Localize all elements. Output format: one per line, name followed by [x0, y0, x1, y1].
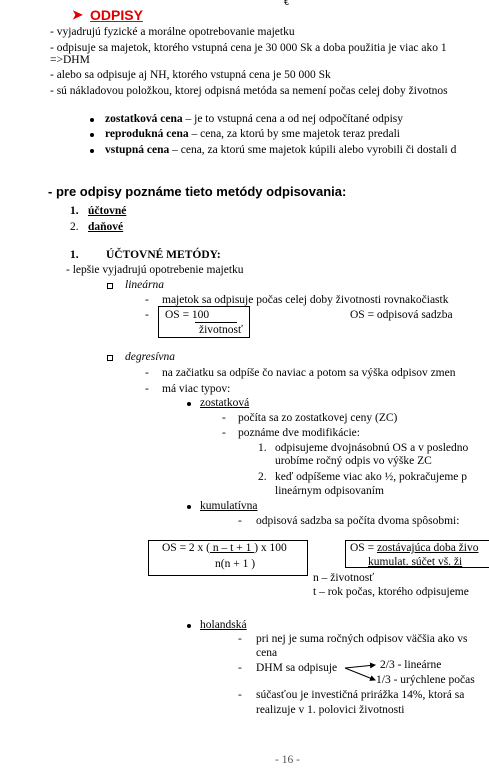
cumulative-formula-numerator: OS = 2 x ( n – t + 1 ) x 100 — [162, 542, 287, 554]
residual-label: zostatková — [200, 397, 250, 409]
os-definition: OS = odpisová sadzba — [350, 309, 453, 321]
residual-line: poznáme dve modifikácie: — [238, 427, 360, 439]
modification-item: urobíme ročný odpis vo výške ZC — [275, 455, 432, 467]
price-definition: reprodukná cena – cena, za ktorú by sme majetok teraz predali — [105, 128, 400, 140]
method-item: daňové — [88, 221, 124, 233]
dutch-line: realizuje v 1. polovici životnosti — [256, 704, 405, 716]
degressive-label: degresívna — [125, 351, 176, 363]
method-number: 2. — [70, 221, 79, 233]
dutch-line: pri nej je suma ročných odpisov väčšia ako vs — [256, 633, 468, 645]
cumulative-formula-denominator: n(n + 1 ) — [215, 558, 256, 570]
title-arrow-icon: ➤ — [72, 7, 83, 22]
bullet-icon — [90, 149, 94, 153]
cumulative-line: odpisová sadzba sa počíta dvoma spôsobmi: — [256, 515, 460, 527]
modification-item: lineárnym odpisovaním — [275, 485, 384, 497]
intro-line: - vyjadrujú fyzické a morálne opotrebovanie majetku — [50, 26, 295, 38]
linear-line: majetok sa odpisuje počas celej doby životnosti rovnakočiastk — [162, 294, 449, 306]
linear-formula-denominator: životnosť — [199, 324, 243, 336]
section-subtitle: - lepšie vyjadrujú opotrebenie majetku — [66, 264, 244, 276]
bullet-icon — [187, 402, 191, 406]
cumulative-formula-2-numerator: OS = zostávajúca doba živo — [350, 542, 479, 554]
top-mark: € — [284, 0, 290, 7]
intro-line: - odpisuje sa majetok, ktorého vstupná cena je 30 000 Sk a doba použitia je viac ako 1 — [50, 42, 447, 54]
linear-formula-numerator: OS = 100 — [165, 309, 210, 321]
method-item: účtovné — [88, 205, 127, 217]
linear-label: lineárna — [125, 279, 164, 291]
dutch-branch: 2/3 - lineárne — [380, 659, 442, 671]
split-arrows-icon — [343, 660, 379, 686]
price-definition: zostatková cena – je to vstupná cena a od nej odpočítané odpisy — [105, 113, 403, 125]
t-definition: t – rok počas, ktorého odpisujeme — [313, 586, 469, 598]
bullet-icon — [90, 133, 94, 137]
intro-line: - sú nákladovou položkou, ktorej odpisná metóda sa nemení počas celej doby životnos — [50, 85, 448, 97]
square-bullet-icon — [107, 355, 113, 361]
intro-line: =>DHM — [50, 54, 90, 66]
dutch-label: holandská — [200, 619, 247, 631]
square-bullet-icon — [107, 283, 113, 289]
dutch-line: DHM sa odpisuje — [256, 662, 338, 674]
fraction-bar — [195, 322, 237, 323]
section-number: 1. — [70, 249, 79, 261]
cumulative-label: kumulatívna — [200, 500, 258, 512]
dutch-line: cena — [256, 647, 278, 659]
bullet-icon — [187, 624, 191, 628]
degressive-line: má viac typov: — [162, 383, 231, 395]
section-title: ÚČTOVNÉ METÓDY: — [106, 249, 221, 261]
bullet-icon — [187, 505, 191, 509]
page-number: - 16 - — [275, 754, 300, 766]
page-title: ODPISY — [90, 7, 143, 23]
intro-line: - alebo sa odpisuje aj NH, ktorého vstupná cena je 50 000 Sk — [50, 69, 331, 81]
methods-heading: - pre odpisy poznáme tieto metódy odpisovania: — [48, 184, 347, 199]
modification-item: keď odpíšeme viac ako ½, pokračujeme p — [275, 471, 468, 483]
cumulative-formula-2-denominator: kumulat. súčet vš. ži — [368, 556, 463, 568]
method-number: 1. — [70, 205, 79, 217]
price-definition: vstupná cena – cena, za ktorú sme majetok kúpili alebo vyrobili či dostali d — [105, 144, 457, 156]
residual-line: počíta sa zo zostatkovej ceny (ZC) — [238, 412, 398, 424]
degressive-line: na začiatku sa odpíše čo naviac a potom sa výška odpisov zmen — [162, 367, 456, 379]
dutch-line: súčasťou je investičná prirážka 14%, ktorá sa — [256, 689, 465, 701]
n-definition: n – životnosť — [313, 572, 375, 584]
bullet-icon — [90, 118, 94, 122]
modification-item: odpisujeme dvojnásobnú OS a v posledno — [275, 442, 469, 454]
dutch-branch: 1/3 - urýchlene počas — [376, 674, 475, 686]
